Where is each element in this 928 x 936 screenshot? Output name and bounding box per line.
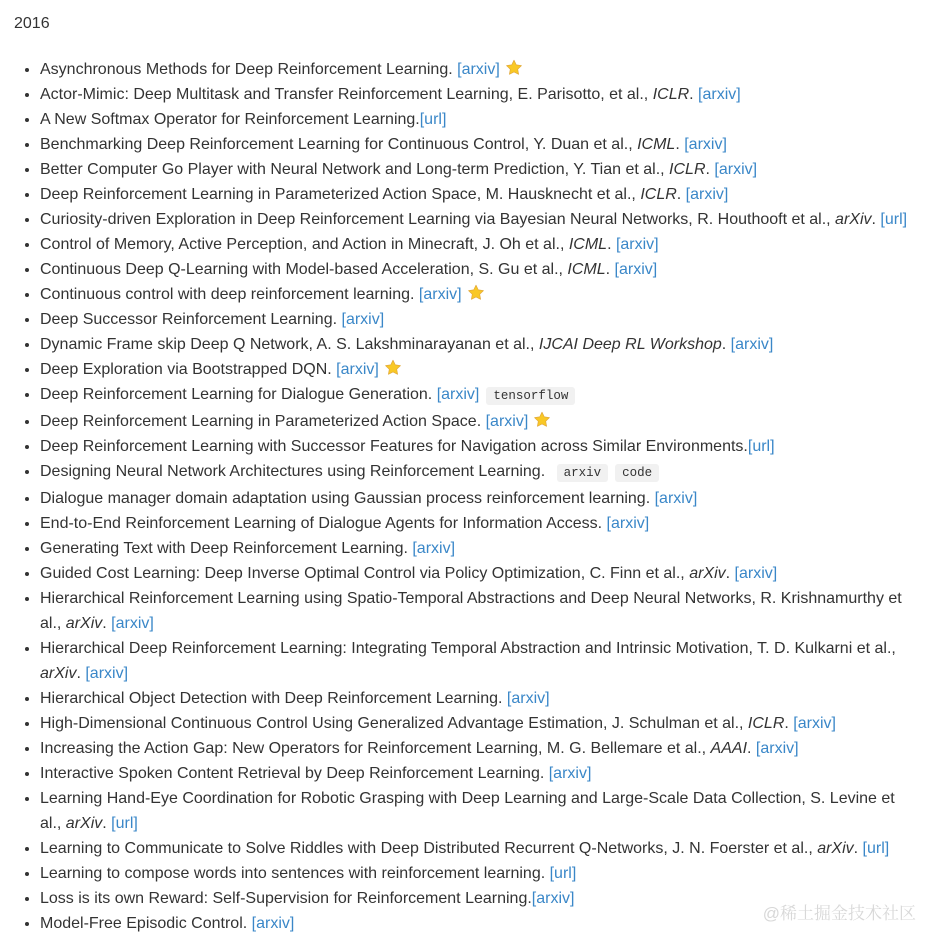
arxiv-link[interactable]: [arxiv] (485, 413, 529, 430)
paper-title-text: Better Computer Go Player with Neural Network and Long-term Prediction, Y. Tian et al., (40, 161, 670, 178)
paper-title-text: End-to-End Reinforcement Learning of Dialogue Agents for Information Access. (40, 515, 607, 532)
paper-title-text: . (676, 186, 686, 203)
code-badge: code (615, 464, 659, 482)
paper-title-text: Actor-Mimic: Deep Multitask and Transfer Reinforcement Learning, E. Parisotto, et al., (40, 86, 653, 103)
paper-title-text: Designing Neural Network Architectures using Reinforcement Learning. (40, 463, 550, 480)
arxiv-link[interactable]: [arxiv] (251, 915, 295, 932)
paper-title-text: . (721, 336, 731, 353)
paper-title-text: Guided Cost Learning: Deep Inverse Optimal Control via Policy Optimization, C. Finn et al., (40, 565, 690, 582)
arxiv-link[interactable]: [arxiv] (506, 690, 550, 707)
paper-item (40, 232, 910, 257)
venue-name: ICML (567, 261, 606, 278)
paper-title-text: Asynchronous Methods for Deep Reinforcement Learning. (40, 61, 458, 78)
paper-item (40, 736, 910, 761)
arxiv-link[interactable]: [arxiv] (336, 361, 379, 378)
arxiv-link[interactable]: [arxiv] (734, 565, 778, 582)
paper-item (40, 409, 910, 434)
paper-title-text: Deep Exploration via Bootstrapped DQN. (40, 361, 337, 378)
paper-title-text: Deep Reinforcement Learning in Parameterized Action Space. (40, 413, 486, 430)
paper-title-text: Learning Hand-Eye Coordination for Robotic Grasping with Deep Learning and Large-Scale Data Collection, S. Levine et al., (40, 790, 895, 832)
paper-title-text: Model-Free Episodic Control. (40, 915, 252, 932)
paper-title-text: . (784, 715, 794, 732)
arxiv-link[interactable]: [arxiv] (698, 86, 741, 103)
paper-item (40, 836, 910, 861)
paper-item (40, 157, 910, 182)
url-link[interactable]: [url] (549, 865, 577, 882)
arxiv-link[interactable]: [arxiv] (111, 615, 154, 632)
paper-item (40, 332, 910, 357)
paper-item (40, 536, 910, 561)
venue-name: ICML (637, 136, 676, 153)
venue-name: ICLR (747, 715, 785, 732)
paper-item (40, 459, 910, 486)
paper-title-text: . (689, 86, 699, 103)
paper-title-text: Benchmarking Deep Reinforcement Learning for Continuous Control, Y. Duan et al., (40, 136, 638, 153)
star-icon (505, 59, 523, 76)
paper-title-text: Increasing the Action Gap: New Operators for Reinforcement Learning, M. G. Bellemare et al., (40, 740, 711, 757)
star-icon (384, 359, 402, 376)
paper-title-text: . (725, 565, 735, 582)
arxiv-link[interactable]: [arxiv] (755, 740, 799, 757)
paper-item (40, 207, 910, 232)
venue-name: AAAI (710, 740, 748, 757)
arxiv-link[interactable]: [arxiv] (548, 765, 592, 782)
paper-item (40, 786, 910, 836)
tensorflow-badge: tensorflow (486, 387, 575, 405)
url-link[interactable]: [url] (111, 815, 138, 832)
paper-title-text: Control of Memory, Active Perception, and Action in Minecraft, J. Oh et al., (40, 236, 569, 253)
arxiv-link[interactable]: [arxiv] (614, 261, 658, 278)
venue-name: ICLR (652, 86, 690, 103)
paper-title-text: . (853, 840, 863, 857)
paper-title-text: Interactive Spoken Content Retrieval by Deep Reinforcement Learning. (40, 765, 549, 782)
arxiv-link[interactable]: [arxiv] (684, 136, 727, 153)
paper-title-text: . (675, 136, 685, 153)
arxiv-link[interactable]: [arxiv] (730, 336, 774, 353)
paper-title-text: Curiosity-driven Exploration in Deep Reinforcement Learning via Bayesian Neural Networks, R. Houthooft et al., (40, 211, 836, 228)
paper-title-text: Deep Reinforcement Learning for Dialogue Generation. (40, 386, 437, 403)
paper-title-text: Loss is its own Reward: Self-Supervision for Reinforcement Learning. (40, 890, 532, 907)
paper-title-text: Hierarchical Reinforcement Learning using Spatio-Temporal Abstractions and Deep Neural Networks, R. Krishnamurthy et al., (40, 590, 902, 632)
paper-item (40, 182, 910, 207)
paper-title-text: Dynamic Frame skip Deep Q Network, A. S. Lakshminarayanan et al., (40, 336, 539, 353)
arxiv-link[interactable]: [arxiv] (615, 236, 659, 253)
arxiv-link[interactable]: [arxiv] (531, 890, 575, 907)
paper-item (40, 861, 910, 886)
arxiv-link[interactable]: [arxiv] (654, 490, 698, 507)
url-link[interactable]: [url] (419, 111, 447, 128)
arxiv-link[interactable]: [arxiv] (412, 540, 456, 557)
paper-title-text: Continuous Deep Q-Learning with Model-based Acceleration, S. Gu et al., (40, 261, 568, 278)
paper-item (40, 686, 910, 711)
paper-item (40, 132, 910, 157)
arxiv-link[interactable]: [arxiv] (685, 186, 729, 203)
paper-title-text: High-Dimensional Continuous Control Using Generalized Advantage Estimation, J. Schulman et al., (40, 715, 748, 732)
venue-name: arXiv (689, 565, 726, 582)
venue-name: arXiv (65, 815, 103, 832)
paper-title-text: Hierarchical Object Detection with Deep Reinforcement Learning. (40, 690, 507, 707)
paper-item (40, 282, 910, 307)
paper-title-text: . (102, 615, 112, 632)
paper-title-text: . (607, 236, 616, 253)
paper-item (40, 57, 910, 82)
paper-title-text: . (705, 161, 715, 178)
paper-item (40, 107, 910, 132)
paper-title-text: Hierarchical Deep Reinforcement Learning: Integrating Temporal Abstraction and Intrinsic Motivation, T. D. Kulkarni et al., (40, 640, 896, 657)
arxiv-link[interactable]: [arxiv] (436, 386, 480, 403)
watermark: @稀土掘金技术社区 (762, 904, 916, 923)
paper-title-text: . (605, 261, 615, 278)
paper-list (0, 57, 928, 936)
arxiv-link[interactable]: [arxiv] (418, 286, 462, 303)
arxiv-link[interactable]: [arxiv] (85, 665, 129, 682)
paper-title-text: Continuous control with deep reinforcement learning. (40, 286, 419, 303)
paper-item (40, 307, 910, 332)
paper-title-text: . (871, 211, 881, 228)
paper-title-text: Deep Successor Reinforcement Learning. (40, 311, 342, 328)
paper-item (40, 434, 910, 459)
arxiv-link[interactable]: [arxiv] (714, 161, 758, 178)
paper-item (40, 561, 910, 586)
paper-title-text: Dialogue manager domain adaptation using Gaussian process reinforcement learning. (40, 490, 655, 507)
paper-title-text: Generating Text with Deep Reinforcement Learning. (40, 540, 413, 557)
arxiv-link[interactable]: [arxiv] (457, 61, 500, 78)
venue-name: IJCAI Deep RL Workshop (538, 336, 722, 353)
year-heading: 2016 (14, 15, 50, 32)
url-link[interactable]: [url] (747, 438, 775, 455)
venue-name: ICML (568, 236, 608, 253)
paper-item (40, 711, 910, 736)
paper-item (40, 257, 910, 282)
paper-item (40, 486, 910, 511)
paper-title-text: . (102, 815, 112, 832)
venue-name: ICLR (669, 161, 706, 178)
paper-item (40, 511, 910, 536)
arxiv-badge: arxiv (557, 464, 609, 482)
url-link[interactable]: [url] (862, 840, 890, 857)
venue-name: arXiv (835, 211, 872, 228)
paper-title-text: . (747, 740, 756, 757)
arxiv-link[interactable]: [arxiv] (793, 715, 836, 732)
arxiv-link[interactable]: [arxiv] (606, 515, 650, 532)
paper-item (40, 82, 910, 107)
paper-title-text: Deep Reinforcement Learning with Successor Features for Navigation across Similar Environments. (40, 438, 748, 455)
paper-item (40, 761, 910, 786)
venue-name: arXiv (65, 615, 103, 632)
paper-item (40, 382, 910, 409)
paper-title-text: A New Softmax Operator for Reinforcement Learning. (40, 111, 420, 128)
arxiv-link[interactable]: [arxiv] (341, 311, 385, 328)
paper-item (40, 357, 910, 382)
venue-name: ICLR (640, 186, 677, 203)
paper-title-text: . (76, 665, 86, 682)
paper-item (40, 586, 910, 636)
paper-title-text: Deep Reinforcement Learning in Parameterized Action Space, M. Hausknecht et al., (40, 186, 641, 203)
paper-item (40, 636, 910, 686)
star-icon (467, 284, 485, 301)
star-icon (533, 411, 551, 428)
venue-name: arXiv (40, 665, 77, 682)
url-link[interactable]: [url] (880, 211, 908, 228)
paper-title-text: Learning to Communicate to Solve Riddles with Deep Distributed Recurrent Q-Networks, J. N. Foerster et al., (40, 840, 818, 857)
venue-name: arXiv (817, 840, 854, 857)
paper-title-text: Learning to compose words into sentences with reinforcement learning. (40, 865, 550, 882)
